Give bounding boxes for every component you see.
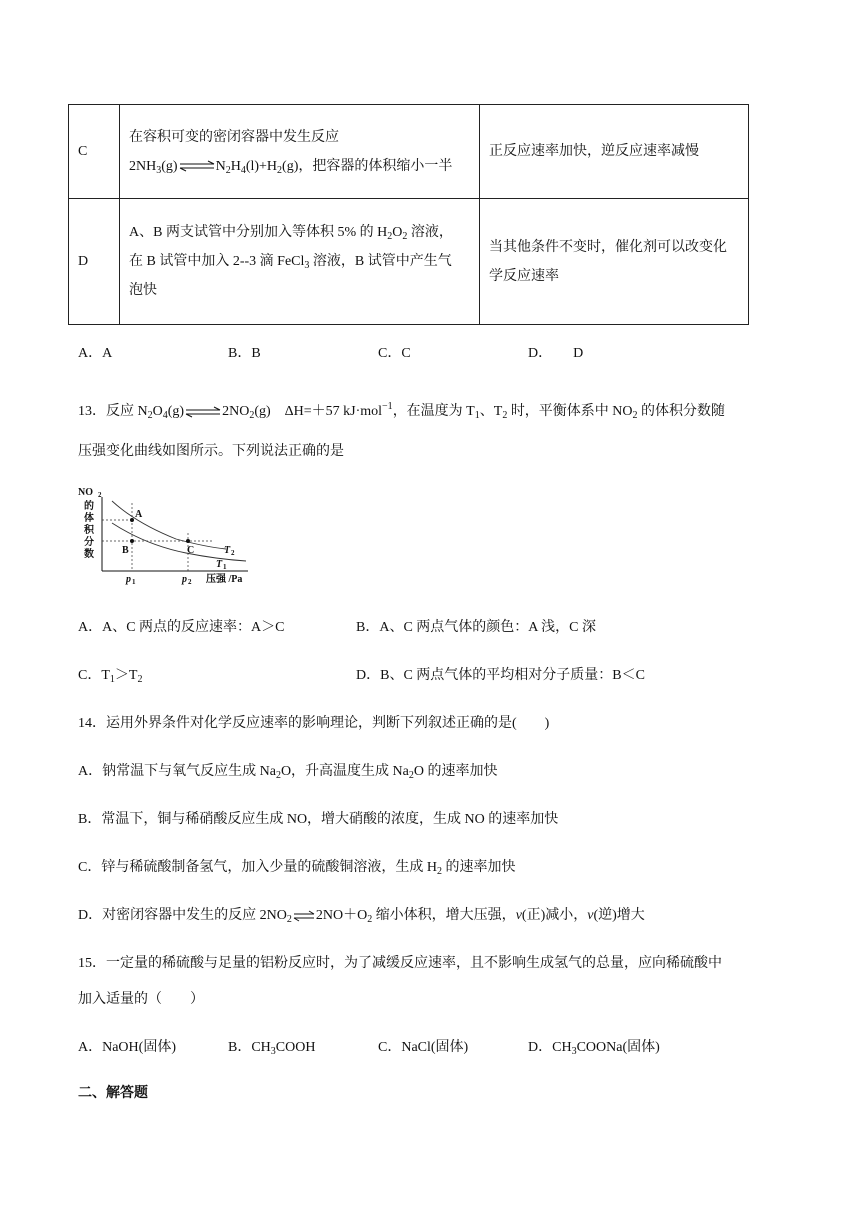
row-d-label: D [69,199,120,325]
q13-choice-a[interactable]: A．A、C 两点的反应速率：A＞C [78,620,285,635]
graph-label-p1: p [126,574,131,585]
row-d-experiment: A、B 两支试管中分别加入等体积 5% 的 $H_2O_2$ 溶液， 在 B 试管中加入 2--3 滴 FeCl$_3$ 溶液，B 试管中产生气 泡快 [120,199,480,325]
graph-label-t1: T [216,559,223,570]
table-row-d [69,199,749,325]
row-c-conclusion: 正反应速率加快，逆反应速率减慢 [480,105,749,199]
section-heading: 二、解答题 [78,1084,148,1100]
q12-choice-c[interactable]: C．C [378,346,411,361]
q15-choice-b[interactable]: B．$CH_3COOH$ [228,1040,316,1057]
table-row-c [69,105,749,199]
q12-choice-a[interactable]: A．A [78,346,113,361]
q13-choice-b[interactable]: B．A、C 两点气体的颜色：A 浅，C 深 [356,620,596,635]
row-d-conclusion: 当其他条件不变时，催化剂可以改变化 学反应速率 [480,199,749,325]
graph-ylabel-sub: 2 [98,491,102,499]
q15-stem-line2: 加入适量的（ ） [78,992,204,1007]
curve-t2 [112,501,226,549]
graph-ylabel-char: 分 [84,537,94,548]
q14-choice-b[interactable]: B．常温下，铜与稀硝酸反应生成 NO，增大硝酸的浓度，生成 NO 的速率加快 [78,812,559,827]
q13-choice-c[interactable]: C．$T_1>T_2$ [78,668,143,685]
graph-label-p1-sub: 1 [132,578,136,586]
graph-ylabel-char: 体 [84,513,94,524]
q15-choice-a[interactable]: A．NaOH(固体) [78,1040,176,1055]
q15-choice-d[interactable]: D．$CH_3COONa$(固体) [528,1040,660,1057]
q12-choice-d[interactable]: D． D [528,346,584,361]
graph-label-t1-sub: 1 [223,563,227,571]
q13-stem-line1: 13．反应 $N_2O_4(g)$ $2NO_2(g)$ ΔH=＋57 kJ·mol$^{-1}$，在温度为 $T_1$、$T_2$ 时，平衡体系中 $NO_2$ 的体积分数随 [78,401,726,421]
reversible-arrow-icon [184,406,222,418]
graph-label-b: B [122,545,129,556]
q15-choice-c[interactable]: C．NaCl(固体) [378,1040,469,1055]
graph-point-c [186,539,190,543]
q15-stem-line1: 15．一定量的稀硫酸与足量的铝粉反应时，为了减缓反应速率，且不影响生成氢气的总量，应向稀硫酸中 [78,956,722,971]
q13-choice-d[interactable]: D．B、C 两点气体的平均相对分子质量：B＜C [356,668,645,683]
q14-choice-d[interactable]: D．对密闭容器中发生的反应 $2NO_2$ $2NO+O_2$ 缩小体积，增大压强，v(正)减小，v(逆)增大 [78,908,645,925]
reversible-arrow-icon [292,910,316,922]
graph-label-c: C [187,545,195,556]
graph-point-b [130,539,134,543]
graph-label-p2-sub: 2 [188,578,192,586]
graph-label-p2: p [182,574,187,585]
reversible-arrow-icon [178,160,216,172]
q14-stem: 14．运用外界条件对化学反应速率的影响理论，判断下列叙述正确的是( ) [78,716,550,731]
graph-ylabel-char: 的 [84,501,94,512]
options-table [68,104,749,325]
graph-label-t2: T [224,545,231,556]
graph-ylabel-top: NO [78,487,93,498]
graph-ylabel-char: 数 [84,549,94,560]
q14-choice-a[interactable]: A．钠常温下与氧气反应生成 $Na_2O$，升高温度生成 $Na_2O$ 的速率加快 [78,764,498,781]
row-c-experiment: 在容积可变的密闭容器中发生反应 $2NH_3(g)$ $N_2H_4(l)+H_2(g)$，把容器的体积缩小一半 [120,105,480,199]
graph-ylabel-char: 积 [84,525,94,536]
graph-label-t2-sub: 2 [231,549,235,557]
pressure-volume-fraction-graph [76,483,276,587]
graph-point-a [130,518,134,522]
q14-choice-c[interactable]: C．锌与稀硫酸制备氢气，加入少量的硫酸铜溶液，生成 $H_2$ 的速率加快 [78,860,516,877]
graph-label-a: A [135,509,143,520]
row-c-label: C [69,105,120,199]
q12-choice-b[interactable]: B．B [228,346,261,361]
graph-xlabel: 压强 /Pa [206,574,243,585]
q13-stem-line2: 压强变化曲线如图所示。下列说法正确的是 [78,444,344,459]
